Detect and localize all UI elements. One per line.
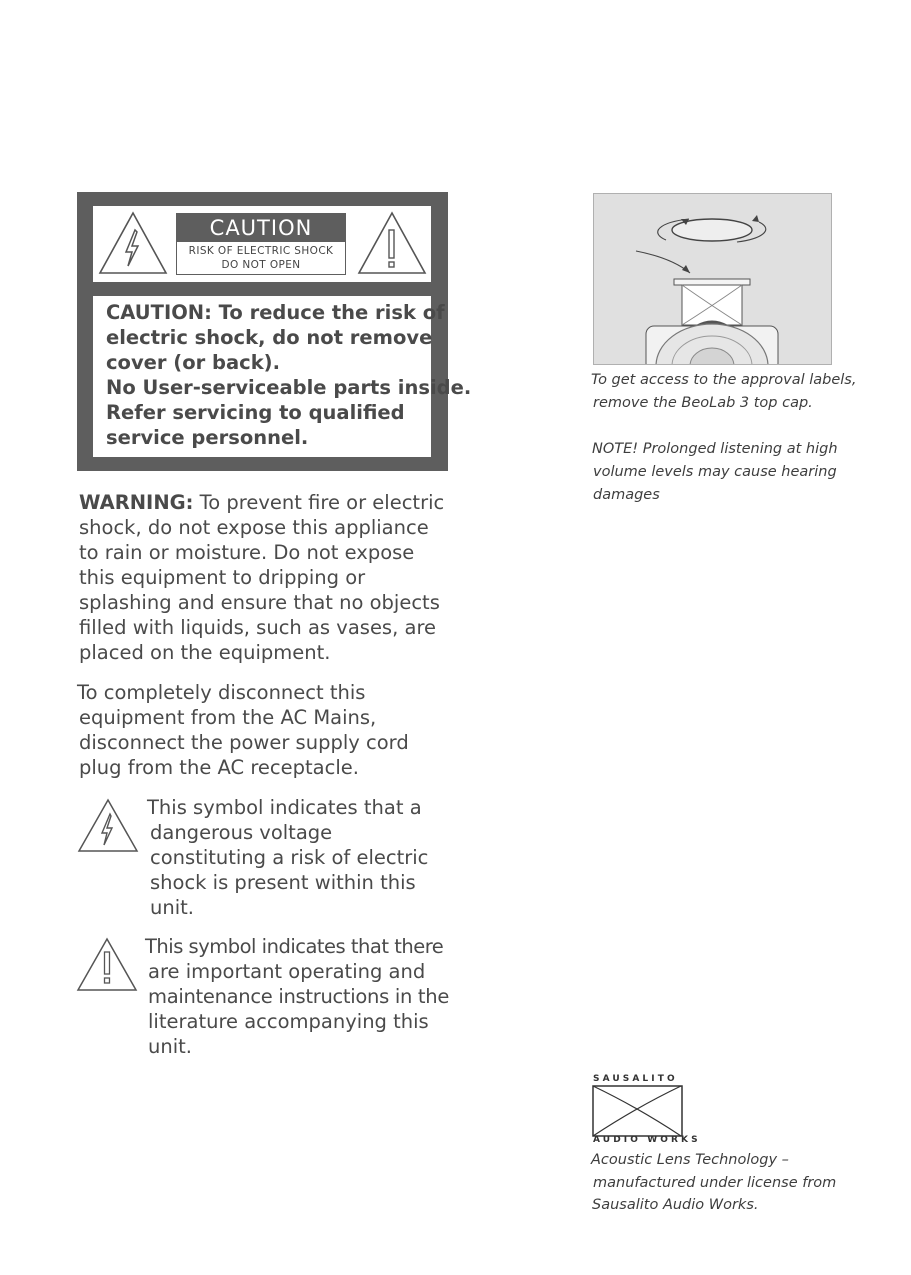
warning-line: splashing and ensure that no objects [79,591,440,614]
caution-subtitle-2: DO NOT OPEN [221,259,301,271]
figure-caption-line: To get access to the approval labels, [591,372,857,388]
warning-line: placed on the equipment. [79,641,331,664]
license-caption-line: Acoustic Lens Technology – [591,1152,789,1168]
voltage-symbol-line: dangerous voltage [150,821,333,844]
exclamation-triangle-icon [356,210,428,276]
lightning-triangle-icon [77,798,139,854]
caution-text-line: Refer servicing to qualified [106,401,405,424]
license-caption-line: manufactured under license from [593,1175,837,1191]
lightning-triangle-icon [97,210,169,276]
caution-title: CAUTION [177,214,345,242]
caution-subtitle-1: RISK OF ELECTRIC SHOCK [188,245,334,257]
caution-text-line: CAUTION: To reduce the risk of [106,301,445,324]
disconnect-line: plug from the AC receptacle. [79,756,359,779]
figure-caption-line: remove the BeoLab 3 top cap. [593,395,813,411]
disconnect-line: To completely disconnect this [77,681,366,704]
disconnect-line: equipment from the AC Mains, [79,706,377,729]
caution-text-line: No User-serviceable parts inside. [106,376,472,399]
caution-box [77,192,472,471]
voltage-symbol-line: shock is present within this [150,871,416,894]
note-line: NOTE! Prolonged listening at high [592,441,838,457]
caution-text-panel [93,296,472,457]
speaker-top-cap-illustration [593,193,832,365]
exclamation-triangle-icon [76,937,138,993]
voltage-symbol-line: This symbol indicates that a [147,796,422,819]
warning-line [79,491,444,514]
warning-line: to rain or moisture. Do not expose [79,541,415,564]
warning-line: this equipment to dripping or [79,566,366,589]
caution-sticker [176,213,346,275]
instruction-symbol-line: unit. [148,1035,192,1058]
note-line: volume levels may cause hearing [593,464,837,480]
instruction-symbol-line: maintenance instructions in the [148,985,450,1008]
caution-text-line: electric shock, do not remove [106,326,433,349]
warning-label: WARNING: [79,491,194,514]
warning-line: filled with liquids, such as vases, are [79,616,437,639]
caution-text-line: service personnel. [106,426,309,449]
caution-label-strip [93,206,431,282]
caution-text-line: cover (or back). [106,351,280,374]
voltage-symbol-line: constituting a risk of electric [150,846,429,869]
instruction-symbol-line: are important operating and [148,960,426,983]
logo-brand-bottom: AUDIO WORKS [593,1135,701,1145]
warning-first-line: To prevent fire or electric [193,491,445,514]
sausalito-logo-mark [592,1085,683,1137]
instruction-symbol-line: literature accompanying this [148,1010,429,1033]
disconnect-line: disconnect the power supply cord [79,731,409,754]
warning-line: shock, do not expose this appliance [79,516,429,539]
note-line: damages [593,487,660,503]
instruction-symbol-line: This symbol indicates that there [145,935,444,958]
logo-brand-top: SAUSALITO [593,1074,678,1084]
license-caption-line: Sausalito Audio Works. [592,1197,759,1213]
voltage-symbol-line: unit. [150,896,194,919]
